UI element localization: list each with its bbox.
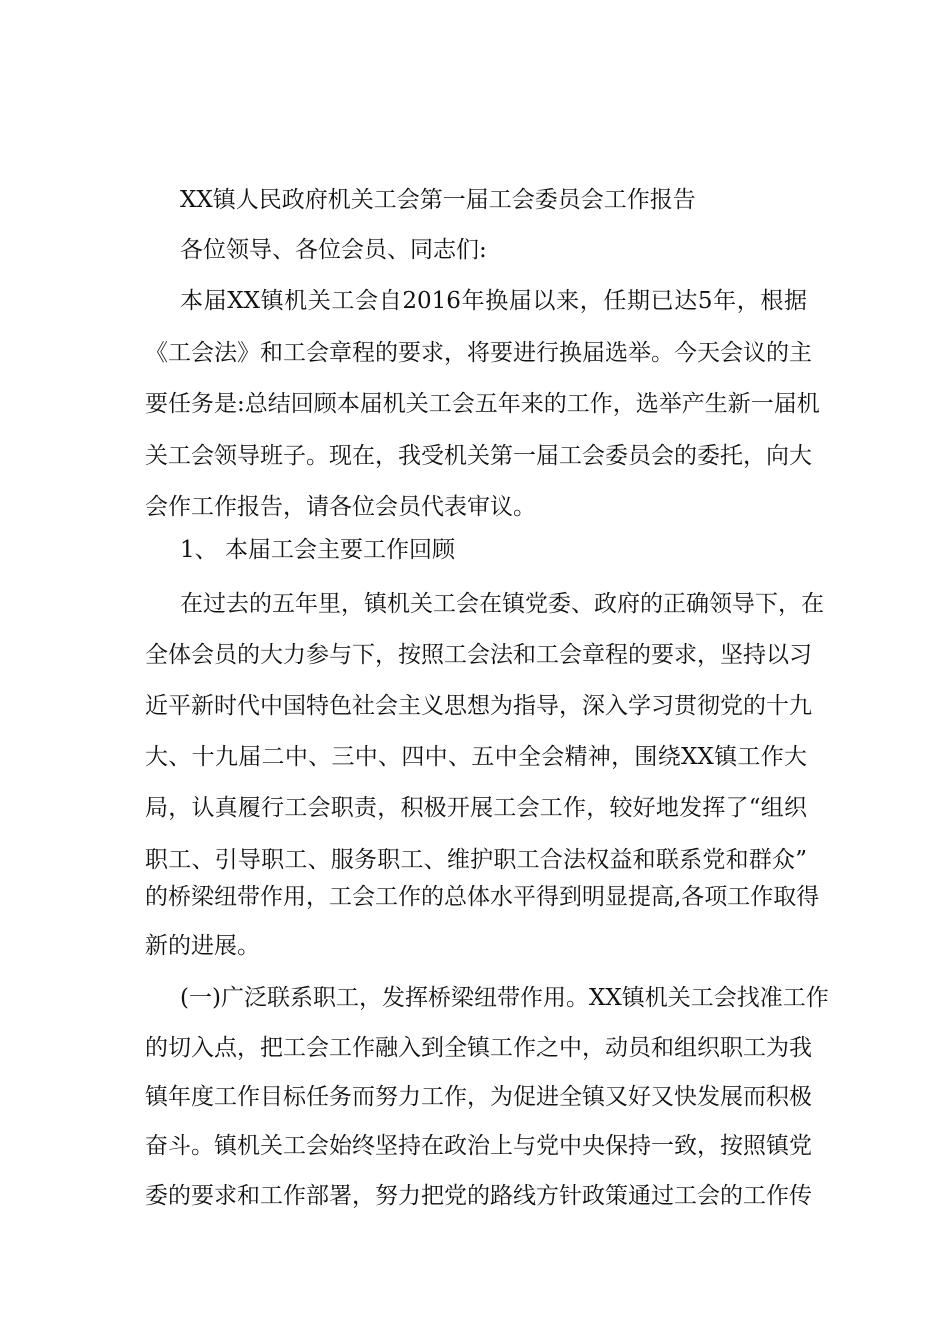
intro-line-4: 关工会领导班子。现在，我受机关第一届工会委员会的委托，向大	[145, 443, 812, 469]
section-heading: 1、 本届工会主要工作回顾	[180, 537, 455, 563]
intro-line-3: 要任务是:总结回顾本届机关工会五年来的工作，选举产生新一届机	[145, 391, 820, 417]
subsection-line-2: 的切入点，把工会工作融入到全镇工作之中，动员和组织职工为我	[145, 1035, 812, 1061]
review-line-6: 职工、引导职工、服务职工、维护职工合法权益和联系党和群众”	[145, 847, 807, 873]
salutation: 各位领导、各位会员、同志们:	[180, 237, 487, 263]
review-line-2: 全体会员的大力参与下，按照工会法和工会章程的要求，坚持以习	[145, 642, 812, 668]
intro-line-5: 会作工作报告，请各位会员代表审议。	[145, 494, 536, 520]
document-title: XX镇人民政府机关工会第一届工会委员会工作报告	[180, 187, 696, 213]
subsection-line-3: 镇年度工作目标任务而努力工作，为促进全镇又好又快发展而积极	[145, 1084, 812, 1110]
review-line-1: 在过去的五年里，镇机关工会在镇党委、政府的正确领导下，在	[180, 591, 824, 617]
intro-line-1: 本届XX镇机关工会自2016年换届以来，任期已达5年，根据	[180, 288, 807, 314]
subsection-line-4: 奋斗。镇机关工会始终坚持在政治上与党中央保持一致，按照镇党	[145, 1133, 812, 1159]
review-line-7: 的桥梁纽带作用，工会工作的总体水平得到明显提高,各项工作取得	[145, 884, 820, 910]
subsection-line-1: (一)广泛联系职工，发挥桥梁纽带作用。XX镇机关工会找准工作	[180, 985, 829, 1011]
review-line-3: 近平新时代中国特色社会主义思想为指导，深入学习贯彻党的十九	[145, 693, 812, 719]
review-line-4: 大、十九届二中、三中、四中、五中全会精神，围绕XX镇工作大	[145, 744, 807, 770]
intro-line-2: 《工会法》和工会章程的要求，将要进行换届选举。今天会议的主	[145, 340, 812, 366]
review-line-8: 新的进展。	[145, 933, 260, 959]
subsection-line-5: 委的要求和工作部署，努力把党的路线方针政策通过工会的工作传	[145, 1183, 812, 1209]
review-line-5: 局，认真履行工会职责，积极开展工会工作，较好地发挥了“组织	[145, 795, 807, 821]
